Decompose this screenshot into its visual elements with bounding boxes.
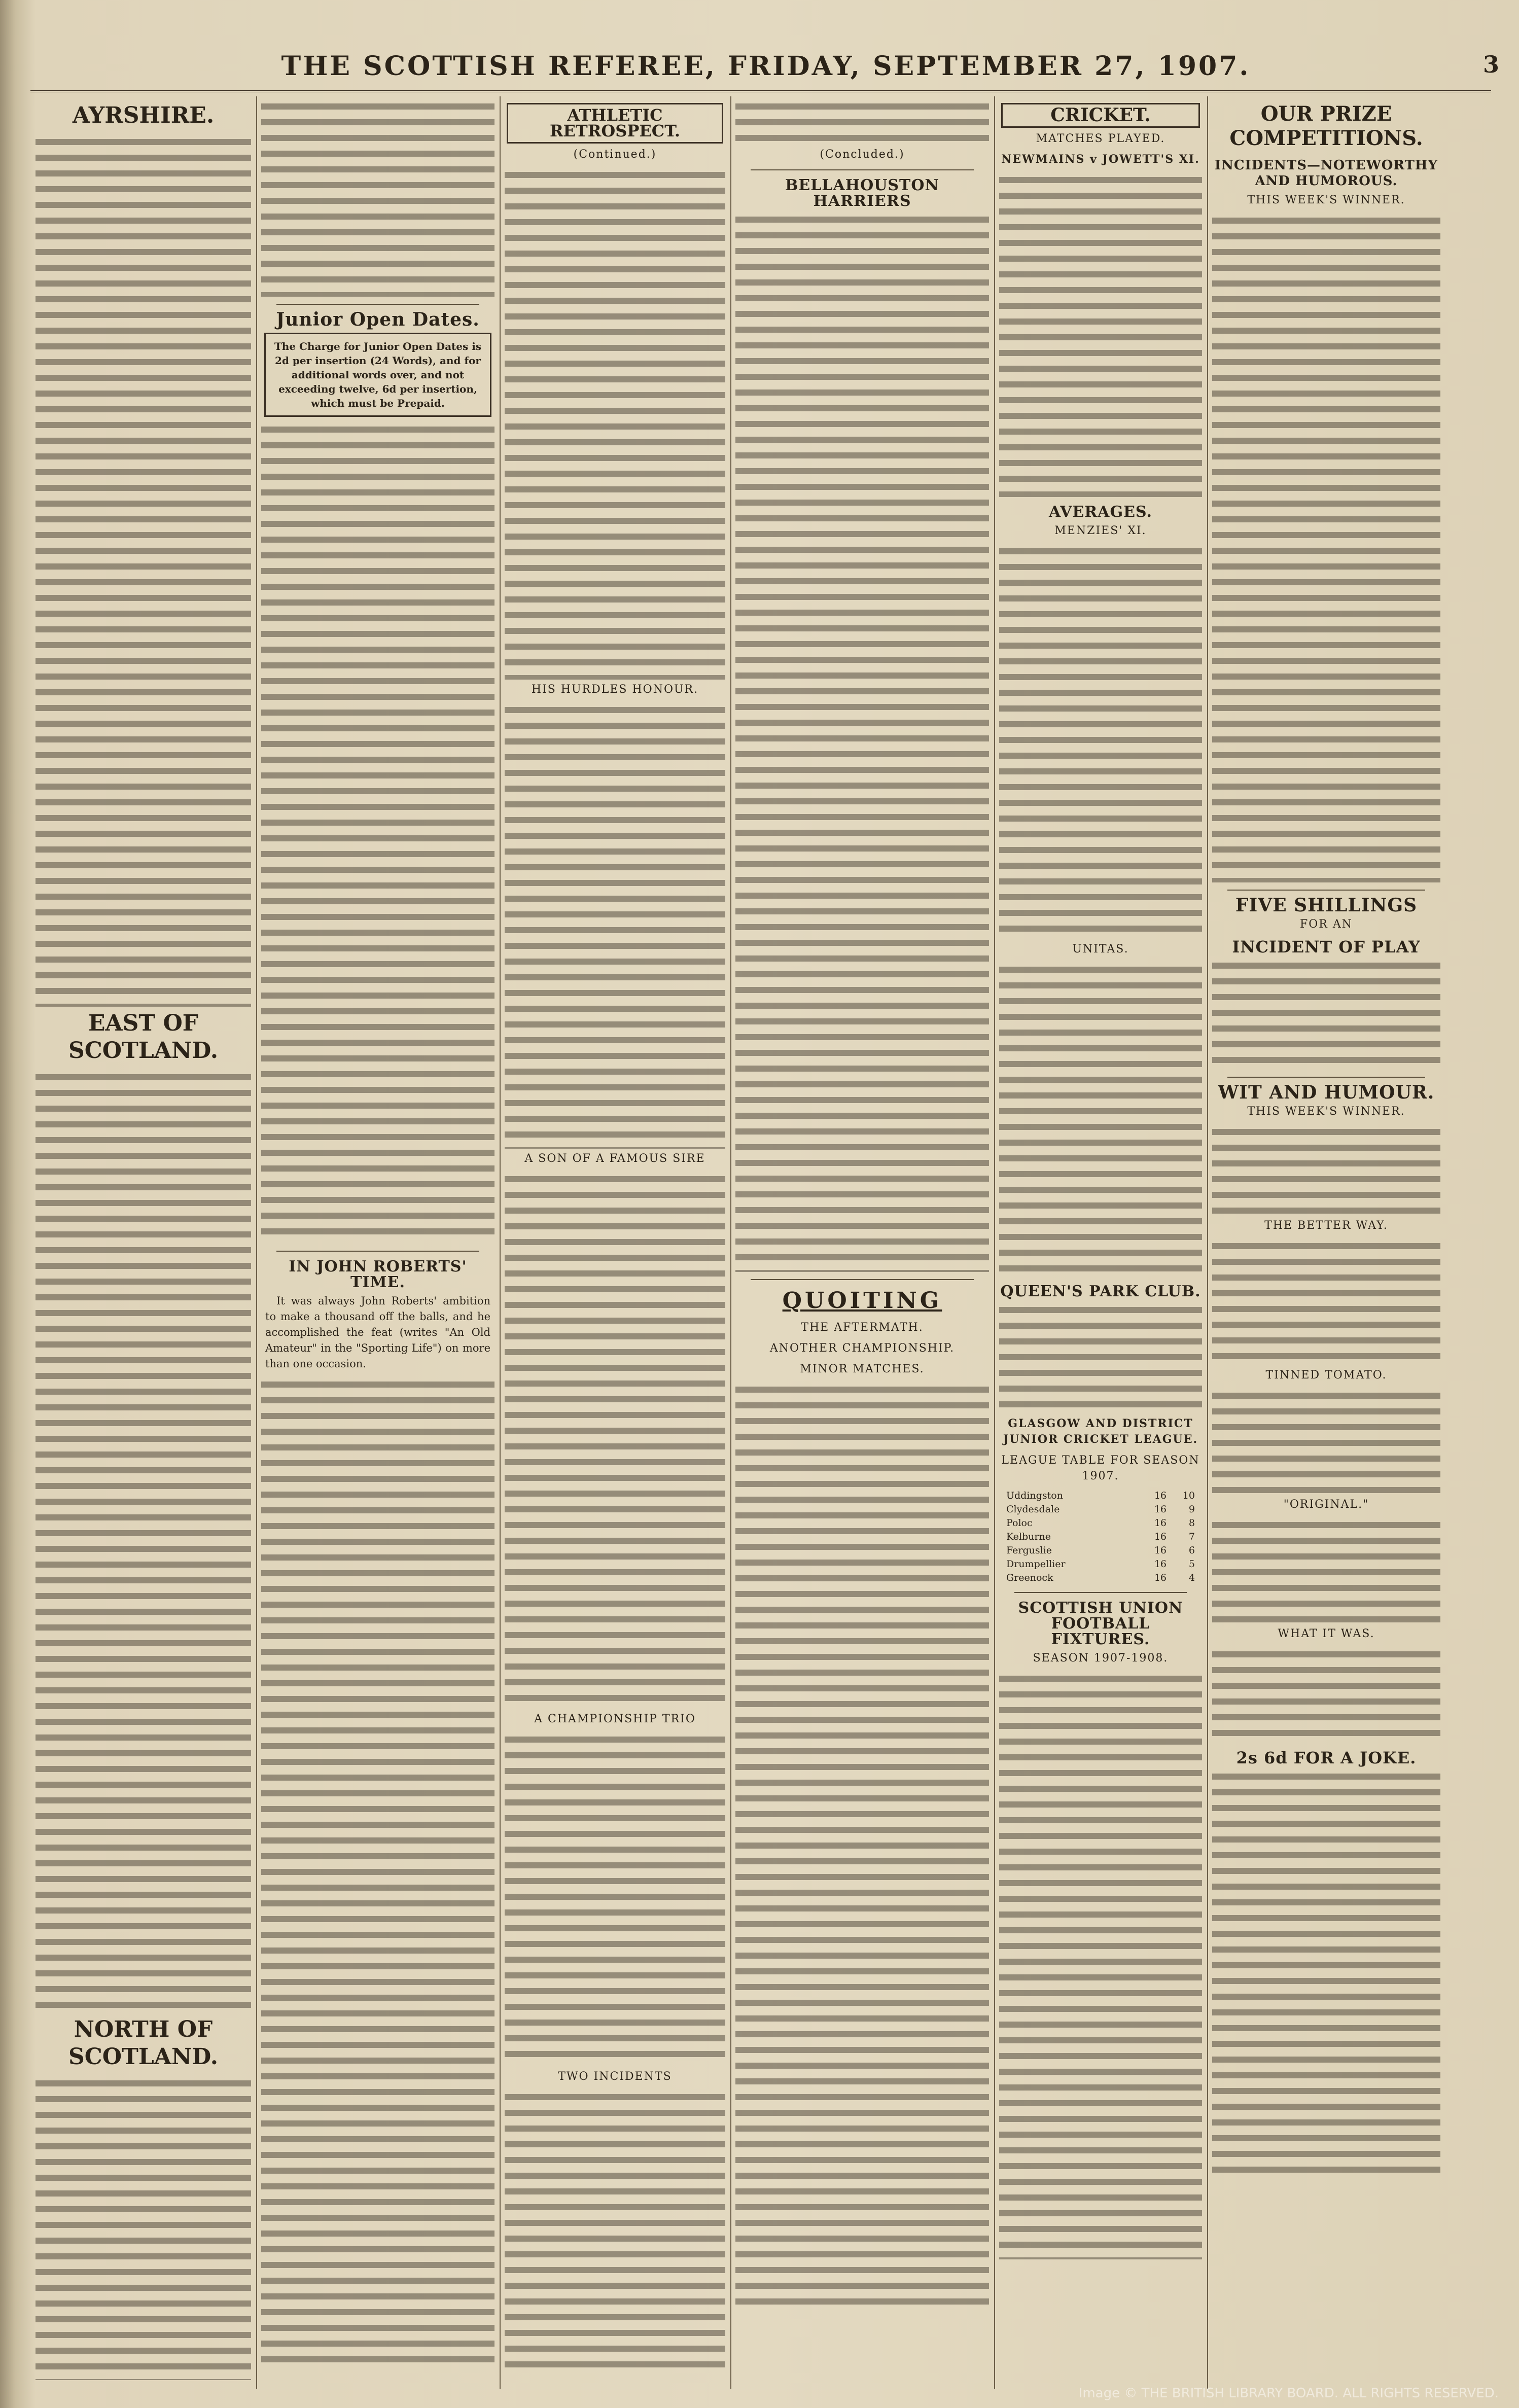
league-cell-p: 16	[1154, 1490, 1167, 1501]
column-3	[505, 99, 725, 2386]
divider	[1227, 1077, 1425, 1078]
scorecard-block	[999, 172, 1202, 497]
league-cell-club: Ferguslie	[1006, 1545, 1052, 1556]
column-1	[36, 99, 251, 2386]
roberts-heading: IN JOHN ROBERTS' TIME.	[289, 1258, 467, 1291]
fixtures-block	[999, 1671, 1202, 2259]
incident-of-play-heading: INCIDENT OF PLAY	[1232, 937, 1421, 957]
athletic-retrospect-subtitle: (Continued.)	[573, 148, 657, 161]
masthead-title: THE SCOTTISH REFEREE, FRIDAY, SEPTEMBER 27, 1907.	[281, 51, 1251, 82]
league-cell-w: 7	[1188, 1531, 1195, 1542]
text-block	[735, 1382, 989, 2305]
league-cell-w: 4	[1188, 1572, 1195, 1583]
column-5	[999, 99, 1202, 2386]
text-block	[36, 134, 251, 1007]
wit-winner-heading: THIS WEEK'S WINNER.	[1247, 1105, 1405, 1118]
column-rule	[256, 96, 257, 2389]
divider	[1014, 1592, 1187, 1593]
quoiting-heading: QUOITING	[782, 1288, 942, 1314]
for-an-label: FOR AN	[1300, 918, 1353, 931]
section-heading-east-of-scotland: EAST OF SCOTLAND.	[68, 1010, 219, 1064]
text-block	[261, 99, 494, 297]
league-table-row	[1004, 1516, 1197, 1530]
page-number: 3	[1482, 51, 1501, 78]
divider	[751, 169, 974, 170]
bellahouston-heading: BELLAHOUSTON HARRIERS	[785, 176, 939, 210]
image-credit: Image © THE BRITISH LIBRARY BOARD. ALL RIGHTS RESERVED.	[1078, 2386, 1499, 2401]
league-cell-club: Uddingston	[1006, 1490, 1063, 1501]
prize-competitions-heading: OUR PRIZE COMPETITIONS.	[1229, 102, 1423, 150]
league-cell-w: 6	[1188, 1545, 1195, 1556]
what-it-was-heading: WHAT IT WAS.	[1278, 1627, 1375, 1640]
text-block	[505, 167, 725, 680]
column-rule	[730, 96, 731, 2389]
section-famous-sire: A SON OF A FAMOUS SIRE	[524, 1152, 705, 1165]
league-table-label: LEAGUE TABLE FOR SEASON 1907.	[1001, 1454, 1200, 1482]
averages-heading: AVERAGES.	[1049, 503, 1152, 521]
league-cell-p: 16	[1154, 1531, 1167, 1542]
text-block	[999, 1302, 1202, 1414]
roberts-opening: It was always John Roberts' ambition to make a thousand off the balls, and he accomplished the feat (writes "An Old Amateur" in the "Sporting Life") on more than one occasion.	[265, 1295, 490, 1370]
section-hurdles: HIS HURDLES HONOUR.	[531, 683, 699, 696]
league-cell-w: 9	[1188, 1504, 1195, 1515]
text-block	[1212, 1388, 1440, 1495]
masthead-rule	[30, 90, 1491, 92]
league-table-row	[1004, 1571, 1197, 1585]
averages-block	[999, 544, 1202, 939]
league-table-row	[1004, 1544, 1197, 1557]
better-way-heading: THE BETTER WAY.	[1264, 1219, 1388, 1232]
text-block	[1212, 1517, 1440, 1624]
unitas-heading: UNITAS.	[1072, 943, 1129, 955]
aftermath-heading: THE AFTERMATH.	[801, 1321, 924, 1334]
incidents-heading: INCIDENTS—NOTEWORTHY AND HUMOROUS.	[1214, 158, 1438, 189]
league-table-row	[1004, 1530, 1197, 1544]
league-table-row	[1004, 1503, 1197, 1516]
masthead	[30, 51, 1501, 91]
divider	[1227, 890, 1425, 891]
text-block	[1212, 1124, 1440, 1216]
league-table-row	[1004, 1489, 1197, 1503]
glasgow-junior-heading: GLASGOW AND DISTRICT JUNIOR CRICKET LEAGUE.	[1003, 1417, 1198, 1446]
junior-open-dates-notice: The Charge for Junior Open Dates is 2d per insertion (24 Words), and for additional words over, and not exceeding twelve, 6d per insertion, which must be Prepaid.	[264, 333, 491, 417]
text-block	[505, 2090, 725, 2374]
text-block	[261, 422, 494, 1244]
text-block	[261, 1377, 494, 2371]
union-fixtures-heading: SCOTTISH UNION FOOTBALL FIXTURES.	[1018, 1599, 1183, 1648]
divider	[276, 1251, 479, 1252]
weeks-winner-heading: THIS WEEK'S WINNER.	[1247, 194, 1405, 206]
five-shillings-heading: FIVE SHILLINGS	[1235, 895, 1418, 916]
tinned-tomato-heading: TINNED TOMATO.	[1265, 1369, 1387, 1382]
another-championship-heading: ANOTHER CHAMPIONSHIP.	[769, 1342, 955, 1355]
junior-open-dates-heading: Junior Open Dates.	[276, 309, 480, 330]
text-block	[1212, 1238, 1440, 1365]
concluded-note: (Concluded.)	[820, 148, 905, 161]
wit-humour-heading: WIT AND HUMOUR.	[1218, 1082, 1435, 1103]
section-championship-trio: A CHAMPIONSHIP TRIO	[534, 1713, 696, 1725]
league-cell-p: 16	[1154, 1504, 1167, 1515]
text-block	[505, 1172, 725, 1709]
column-rule	[1207, 96, 1208, 2389]
text-block	[1212, 1769, 1440, 2175]
league-cell-p: 16	[1154, 1517, 1167, 1529]
text-block	[36, 1070, 251, 2013]
league-cell-w: 10	[1182, 1490, 1195, 1501]
minor-matches-heading: MINOR MATCHES.	[800, 1363, 925, 1375]
union-season: SEASON 1907-1908.	[1033, 1652, 1169, 1665]
league-cell-club: Poloc	[1006, 1517, 1033, 1529]
league-cell-club: Greenock	[1006, 1572, 1053, 1583]
text-block	[1212, 213, 1440, 882]
text-block	[735, 212, 989, 1272]
league-cell-w: 5	[1188, 1559, 1195, 1570]
league-cell-p: 16	[1154, 1559, 1167, 1570]
original-heading: "ORIGINAL."	[1283, 1498, 1369, 1511]
league-table-row	[1004, 1557, 1197, 1571]
column-6	[1212, 99, 1440, 2386]
divider	[276, 304, 479, 305]
athletic-retrospect-heading: ATHLETIC RETROSPECT.	[507, 103, 723, 144]
queens-park-heading: QUEEN'S PARK CLUB.	[1000, 1283, 1201, 1300]
text-block	[505, 702, 725, 1149]
newmains-heading: NEWMAINS v JOWETT'S XI.	[1001, 153, 1200, 166]
joke-price-heading: 2s 6d FOR A JOKE.	[1236, 1748, 1417, 1767]
column-rule	[994, 96, 995, 2389]
text-block	[1212, 958, 1440, 1070]
league-cell-club: Clydesdale	[1006, 1504, 1060, 1515]
cricket-heading: CRICKET.	[1001, 103, 1200, 128]
text-block	[36, 2076, 251, 2380]
section-two-incidents: TWO INCIDENTS	[558, 2070, 672, 2083]
divider	[751, 1279, 974, 1280]
league-cell-w: 8	[1188, 1517, 1195, 1529]
league-cell-p: 16	[1154, 1572, 1167, 1583]
text-block	[735, 99, 989, 145]
league-cell-club: Kelburne	[1006, 1531, 1051, 1542]
column-4	[735, 99, 989, 2386]
matches-played-heading: MATCHES PLAYED.	[1036, 132, 1165, 145]
league-cell-club: Drumpellier	[1006, 1559, 1066, 1570]
averages-block	[999, 962, 1202, 1277]
section-heading-north-of-scotland: NORTH OF SCOTLAND.	[68, 2016, 219, 2070]
menzies-heading: MENZIES' XI.	[1054, 524, 1147, 537]
text-block	[1212, 1647, 1440, 1743]
section-heading-ayrshire: AYRSHIRE.	[72, 102, 215, 128]
text-block	[505, 1732, 725, 2067]
league-cell-p: 16	[1154, 1545, 1167, 1556]
league-table	[1004, 1489, 1197, 1585]
column-2	[261, 99, 494, 2386]
column-rule	[500, 96, 501, 2389]
